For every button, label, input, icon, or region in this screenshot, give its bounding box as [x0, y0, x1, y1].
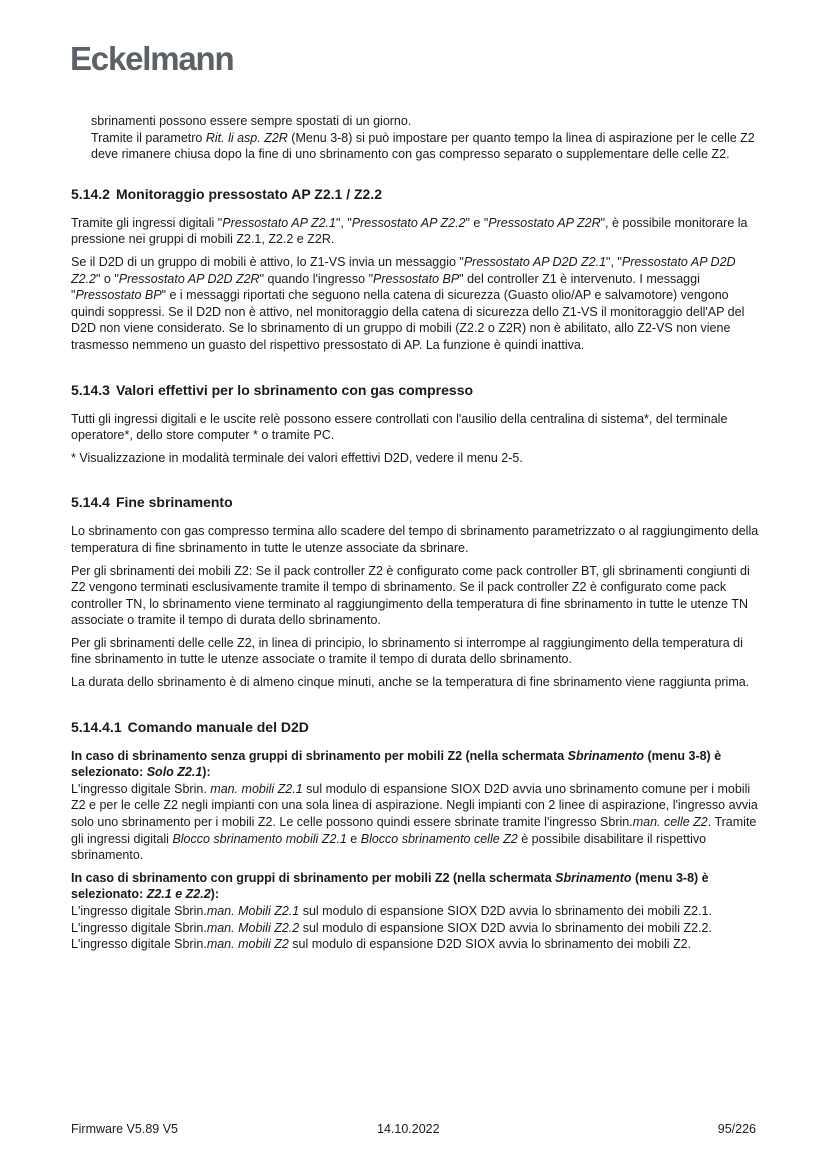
- paragraph: * Visualizzazione in modalità terminale dei valori effettivi D2D, vedere il menu 2-5.: [71, 450, 523, 465]
- section-heading: 5.14.4 Fine sbrinamento: [71, 494, 233, 511]
- bold-lead: In caso di sbrinamento con gruppi di sbrinamento per mobili Z2 (nella schermata Sbrinamento (menu 3-8) è selezionato: Z2.1 e Z2.2):: [71, 870, 709, 902]
- page-content: [71, 113, 761, 953]
- intro-paragraph: Tramite il parametro Rit. li asp. Z2R (Menu 3-8) si può impostare per quanto tempo la linea di aspirazione per le celle Z2 deve rimanere chiusa dopo la fine di uno sbrinamento con gas compresso separato o supplementare delle celle Z2.: [91, 130, 755, 162]
- section-heading: 5.14.4.1 Comando manuale del D2D: [71, 718, 309, 735]
- intro-block: [71, 113, 761, 163]
- section-heading: 5.14.2 Monitoraggio pressostato AP Z2.1 / Z2.2: [71, 185, 382, 202]
- paragraph: L'ingresso digitale Sbrin.man. mobili Z2 sul modulo di espansione D2D SIOX avvia lo sbrinamento dei mobili Z2.: [71, 937, 692, 952]
- paragraph: Tutti gli ingressi digitali e le uscite relè possono essere controllati con l'ausilio della centralina di sistema*, del terminale operatore*, dello store computer * o tramite PC.: [71, 411, 728, 443]
- footer-date: 14.10.2022: [377, 1122, 440, 1136]
- paragraph: Per gli sbrinamenti dei mobili Z2: Se il pack controller Z2 è configurato come pack controller BT, gli sbrinamenti congiunti di Z2 vengono terminati esclusivamente tramite il tempo di sbrinamento. Se il pack controller Z2 è configurato come pack controller TN, lo sbrinamento viene terminato al raggiungimento della temperatura di fine sbrinamento in tutte le utenze TN associate o tramite il tempo di durata dello sbrinamento.: [71, 563, 750, 628]
- footer-firmware: Firmware V5.89 V5: [71, 1122, 178, 1136]
- paragraph: L'ingresso digitale Sbrin. man. mobili Z2.1 sul modulo di espansione SIOX D2D avvia uno sbrinamento comune per i mobili Z2 e per le celle Z2 negli impianti con una sola linea di aspirazione. Negli impianti con 2 linee di aspirazione, l'ingresso avvia solo uno sbrinamento per i mobili Z2. Le celle possono quindi essere sbrinate tramite l'ingresso Sbrin.man. celle Z2. Tramite gli ingressi digitali Blocco sbrinamento mobili Z2.1 e Blocco sbrinamento celle Z2 è possibile disabilitare il rispettivo sbrinamento.: [71, 781, 758, 863]
- paragraph: Per gli sbrinamenti delle celle Z2, in linea di principio, lo sbrinamento si interrompe al raggiungimento della temperatura di fine sbrinamento in tutte le utenze associate o tramite il tempo di durata dello sbrinamento.: [71, 635, 743, 667]
- paragraph: La durata dello sbrinamento è di almeno cinque minuti, anche se la temperatura di fine sbrinamento viene raggiunta prima.: [71, 675, 750, 690]
- intro-paragraph: sbrinamenti possono essere sempre spostati di un giorno.: [91, 114, 412, 128]
- bold-lead: In caso di sbrinamento senza gruppi di sbrinamento per mobili Z2 (nella schermata Sbrinamento (menu 3-8) è selezionato: Solo Z2.1):: [71, 748, 722, 780]
- paragraph: Tramite gli ingressi digitali "Pressostato AP Z2.1", "Pressostato AP Z2.2" e "Pressostato AP Z2R", è possibile monitorare la pressione nei gruppi di mobili Z2.1, Z2.2 e Z2R.: [71, 215, 748, 247]
- footer-page-number: 95/226: [717, 1122, 756, 1136]
- paragraph: L'ingresso digitale Sbrin.man. Mobili Z2.1 sul modulo di espansione SIOX D2D avvia lo sbrinamento dei mobili Z2.1.: [71, 904, 712, 918]
- paragraph: L'ingresso digitale Sbrin.man. Mobili Z2.2 sul modulo di espansione SIOX D2D avvia lo sbrinamento dei mobili Z2.2.: [71, 920, 712, 935]
- paragraph: Se il D2D di un gruppo di mobili è attivo, lo Z1-VS invia un messaggio "Pressostato AP D2D Z2.1", "Pressostato AP D2D Z2.2" o "Pressostato AP D2D Z2R" quando l'ingresso "Pressostato BP" del controller Z1 è intervenuto. I messaggi "Pressostato BP" e i messaggi riportati che seguono nella catena di sicurezza (Guasto olio/AP e salvamotore) vengono quindi soppressi. Se il D2D non è attivo, nel monitoraggio della catena di sicurezza dello Z1-VS il monitoraggio dell'AP del D2D non viene considerato. Se lo sbrinamento di un gruppo di mobili (Z2.2 o Z2R) non è abilitato, allo Z2-VS non viene trasmesso nemmeno un guasto del rispettivo pressostato di AP. La funzione è quindi inattiva.: [71, 254, 745, 352]
- paragraph: Lo sbrinamento con gas compresso termina allo scadere del tempo di sbrinamento parametrizzato o al raggiungimento della temperatura di fine sbrinamento in tutte le utenze associate da sbrinare.: [71, 524, 759, 555]
- company-logo: Eckelmann: [70, 40, 234, 77]
- section-heading: 5.14.3 Valori effettivi per lo sbrinamento con gas compresso: [71, 381, 474, 398]
